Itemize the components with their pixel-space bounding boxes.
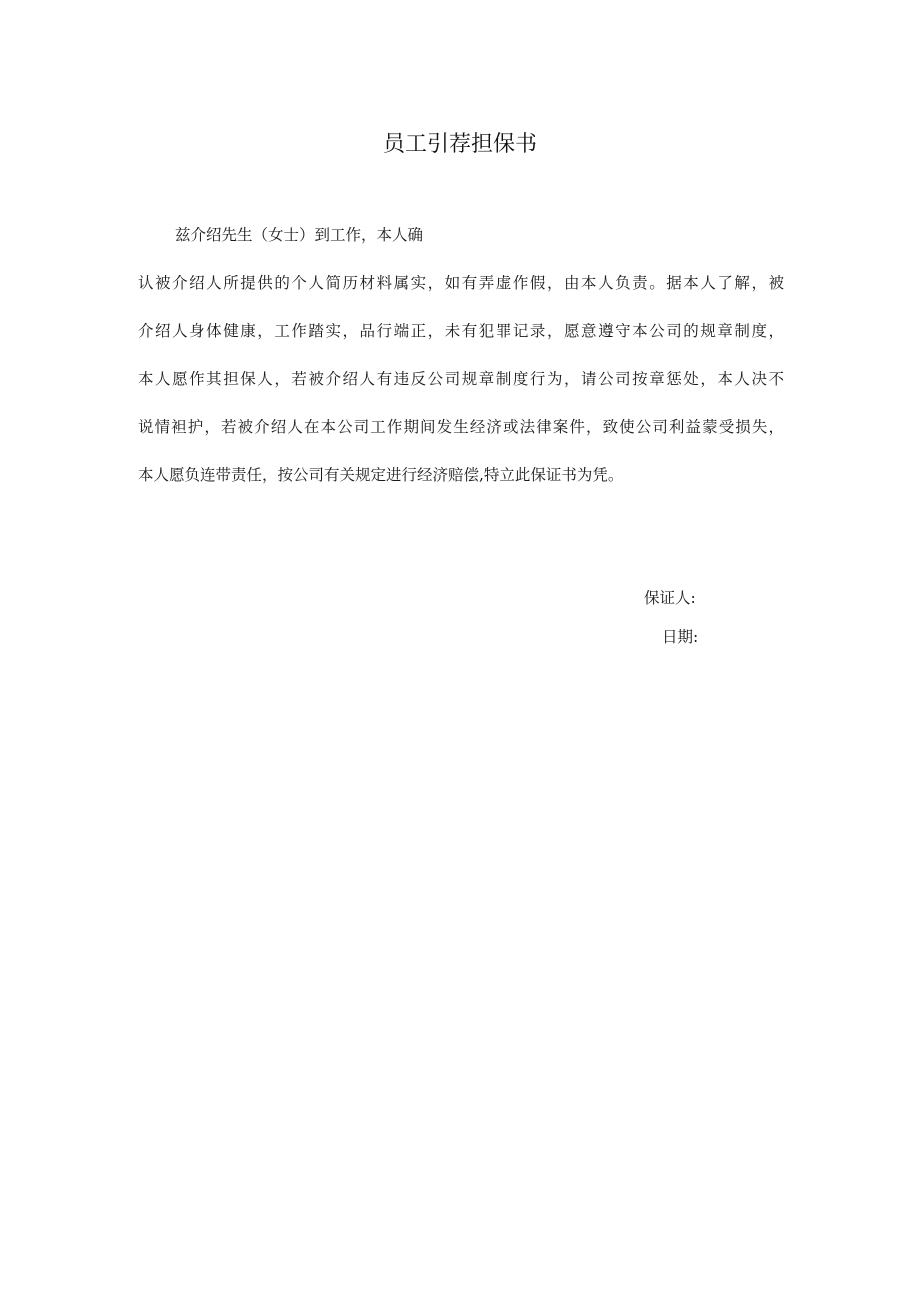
guarantor-label: 保证人: bbox=[644, 589, 696, 607]
body-line-3: 介绍人身体健康，工作踏实，品行端正，未有犯罪记录，愿意遵守本公司的规章制度， bbox=[138, 322, 784, 340]
body-line-6: 本人愿负连带责任，按公司有关规定进行经济赔偿,特立此保证书为凭。 bbox=[138, 466, 624, 484]
date-label: 日期: bbox=[662, 628, 699, 646]
body-line-2: 认被介绍人所提供的个人简历材料属实，如有弄虚作假，由本人负责。据本人了解，被 bbox=[138, 274, 784, 292]
body-line-1: 兹介绍先生（女士）到工作，本人确 bbox=[175, 226, 424, 244]
document-title: 员工引荐担保书 bbox=[382, 132, 537, 157]
body-line-5: 说情袒护，若被介绍人在本公司工作期间发生经济或法律案件，致使公司利益蒙受损失， bbox=[138, 418, 784, 436]
body-line-4: 本人愿作其担保人，若被介绍人有违反公司规章制度行为，请公司按章惩处，本人决不 bbox=[138, 370, 784, 388]
